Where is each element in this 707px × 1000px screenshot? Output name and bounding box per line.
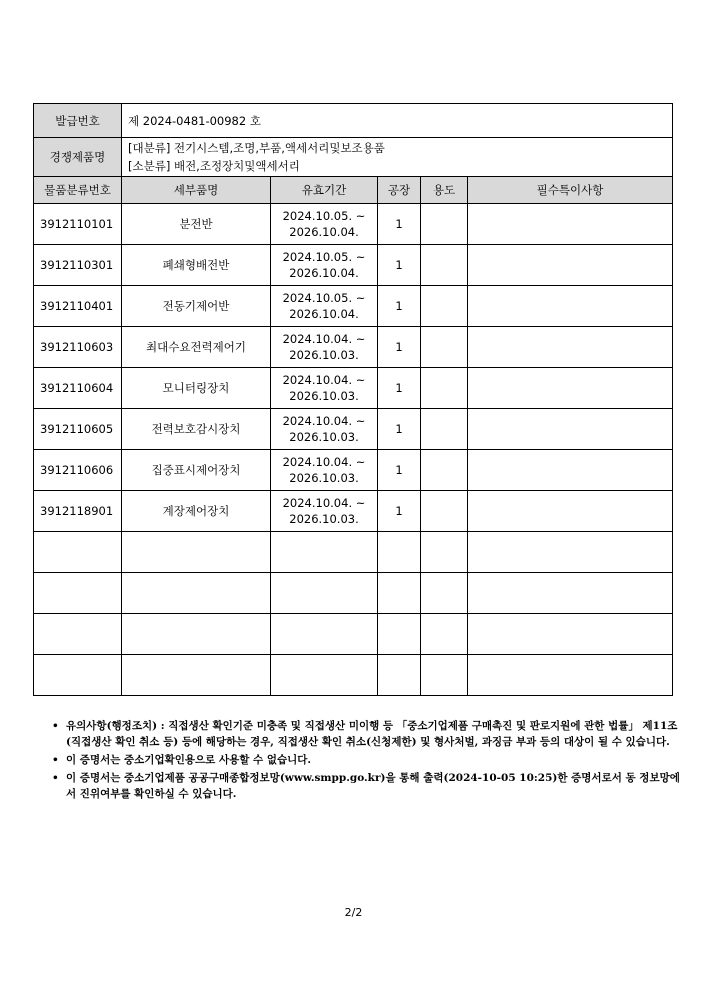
row-notes — [468, 409, 673, 450]
row-usage — [421, 204, 468, 245]
product-row — [34, 138, 673, 177]
row-period — [271, 491, 378, 532]
row-code: 3912110101 — [34, 204, 122, 245]
notice-text: 이 증명서는 중소기업확인용으로 사용할 수 없습니다. — [66, 754, 312, 766]
row-notes — [468, 450, 673, 491]
issue-number-label: 발급번호 — [34, 104, 122, 138]
notice-section — [52, 718, 682, 804]
empty-row — [34, 532, 673, 573]
header-period: 유효기간 — [271, 177, 378, 204]
table-row — [34, 368, 673, 409]
row-period — [271, 327, 378, 368]
row-code: 3912110301 — [34, 245, 122, 286]
period-start: 2024.10.04. ~ — [282, 332, 366, 346]
table-header-row — [34, 177, 673, 204]
row-period — [271, 409, 378, 450]
table-row — [34, 491, 673, 532]
row-period — [271, 368, 378, 409]
issue-row — [34, 104, 673, 138]
table-row — [34, 450, 673, 491]
table-row — [34, 327, 673, 368]
row-usage — [421, 245, 468, 286]
header-notes: 필수특이사항 — [468, 177, 673, 204]
minor-category: [소분류] 배전,조정장치및액세서리 — [128, 159, 300, 173]
row-factory: 1 — [378, 491, 421, 532]
row-usage — [421, 450, 468, 491]
bullet-icon: • — [52, 720, 59, 732]
period-start: 2024.10.05. ~ — [282, 250, 366, 264]
row-name: 전력보호감시장치 — [122, 409, 271, 450]
table-row — [34, 286, 673, 327]
empty-row — [34, 655, 673, 696]
row-notes — [468, 327, 673, 368]
row-usage — [421, 327, 468, 368]
notice-item — [52, 752, 682, 768]
empty-row — [34, 573, 673, 614]
period-start: 2024.10.05. ~ — [282, 209, 366, 223]
header-name: 세부품명 — [122, 177, 271, 204]
row-period — [271, 286, 378, 327]
notice-text: 유의사항(행정조치) : 직접생산 확인기준 미충족 및 직접생산 미이행 등 「중소기업제품 구매촉진 및 판로지원에 관한 법률」 제11조(직접생산 확인 취소 등) 등에 해당하는 경우, 직접생산 확인 취소(신청제한) 및 형사처벌, 과징금 부과 등의 대상이 될 수 있습니다. — [66, 720, 678, 748]
row-name: 집중표시제어장치 — [122, 450, 271, 491]
header-factory: 공장 — [378, 177, 421, 204]
product-label: 경쟁제품명 — [34, 138, 122, 177]
period-start: 2024.10.04. ~ — [282, 373, 366, 387]
row-factory: 1 — [378, 286, 421, 327]
period-end: 2026.10.03. — [289, 512, 359, 526]
certificate-table — [33, 103, 673, 696]
row-usage — [421, 409, 468, 450]
row-factory: 1 — [378, 409, 421, 450]
row-code: 3912110603 — [34, 327, 122, 368]
empty-row — [34, 614, 673, 655]
row-code: 3912110401 — [34, 286, 122, 327]
bullet-icon: • — [52, 772, 59, 784]
table-row — [34, 409, 673, 450]
page-number: 2/2 — [344, 906, 363, 919]
header-code: 물품분류번호 — [34, 177, 122, 204]
period-end: 2026.10.03. — [289, 348, 359, 362]
period-end: 2026.10.04. — [289, 266, 359, 280]
notice-text: 이 증명서는 중소기업제품 공공구매종합정보망(www.smpp.go.kr)을 통해 출력(2024-10-05 10:25)한 증명서로서 동 정보망에서 진위여부를 확인하실 수 있습니다. — [66, 772, 680, 800]
bullet-icon: • — [52, 754, 59, 766]
row-usage — [421, 368, 468, 409]
row-factory: 1 — [378, 327, 421, 368]
row-factory: 1 — [378, 204, 421, 245]
row-code: 3912110605 — [34, 409, 122, 450]
row-notes — [468, 368, 673, 409]
period-start: 2024.10.04. ~ — [282, 455, 366, 469]
row-code: 3912110604 — [34, 368, 122, 409]
row-code: 3912110606 — [34, 450, 122, 491]
row-name: 전동기제어반 — [122, 286, 271, 327]
row-period — [271, 204, 378, 245]
product-categories — [122, 138, 673, 177]
row-notes — [468, 204, 673, 245]
major-category: [대분류] 전기시스템,조명,부품,액세서리및보조용품 — [128, 141, 385, 155]
row-usage — [421, 286, 468, 327]
row-name: 폐쇄형배전반 — [122, 245, 271, 286]
table-row — [34, 245, 673, 286]
row-factory: 1 — [378, 245, 421, 286]
notice-item — [52, 718, 682, 750]
row-notes — [468, 245, 673, 286]
period-end: 2026.10.04. — [289, 225, 359, 239]
period-end: 2026.10.03. — [289, 471, 359, 485]
notice-item — [52, 770, 682, 802]
period-start: 2024.10.04. ~ — [282, 414, 366, 428]
row-code: 3912118901 — [34, 491, 122, 532]
table-row — [34, 204, 673, 245]
row-notes — [468, 286, 673, 327]
header-usage: 용도 — [421, 177, 468, 204]
row-period — [271, 450, 378, 491]
row-name: 계장제어장치 — [122, 491, 271, 532]
row-factory: 1 — [378, 450, 421, 491]
issue-number-value: 제 2024-0481-00982 호 — [122, 104, 673, 138]
row-period — [271, 245, 378, 286]
row-factory: 1 — [378, 368, 421, 409]
period-end: 2026.10.04. — [289, 307, 359, 321]
row-name: 최대수요전력제어기 — [122, 327, 271, 368]
row-usage — [421, 491, 468, 532]
row-name: 모니터링장치 — [122, 368, 271, 409]
row-name: 분전반 — [122, 204, 271, 245]
period-start: 2024.10.05. ~ — [282, 291, 366, 305]
period-end: 2026.10.03. — [289, 389, 359, 403]
row-notes — [468, 491, 673, 532]
period-start: 2024.10.04. ~ — [282, 496, 366, 510]
period-end: 2026.10.03. — [289, 430, 359, 444]
